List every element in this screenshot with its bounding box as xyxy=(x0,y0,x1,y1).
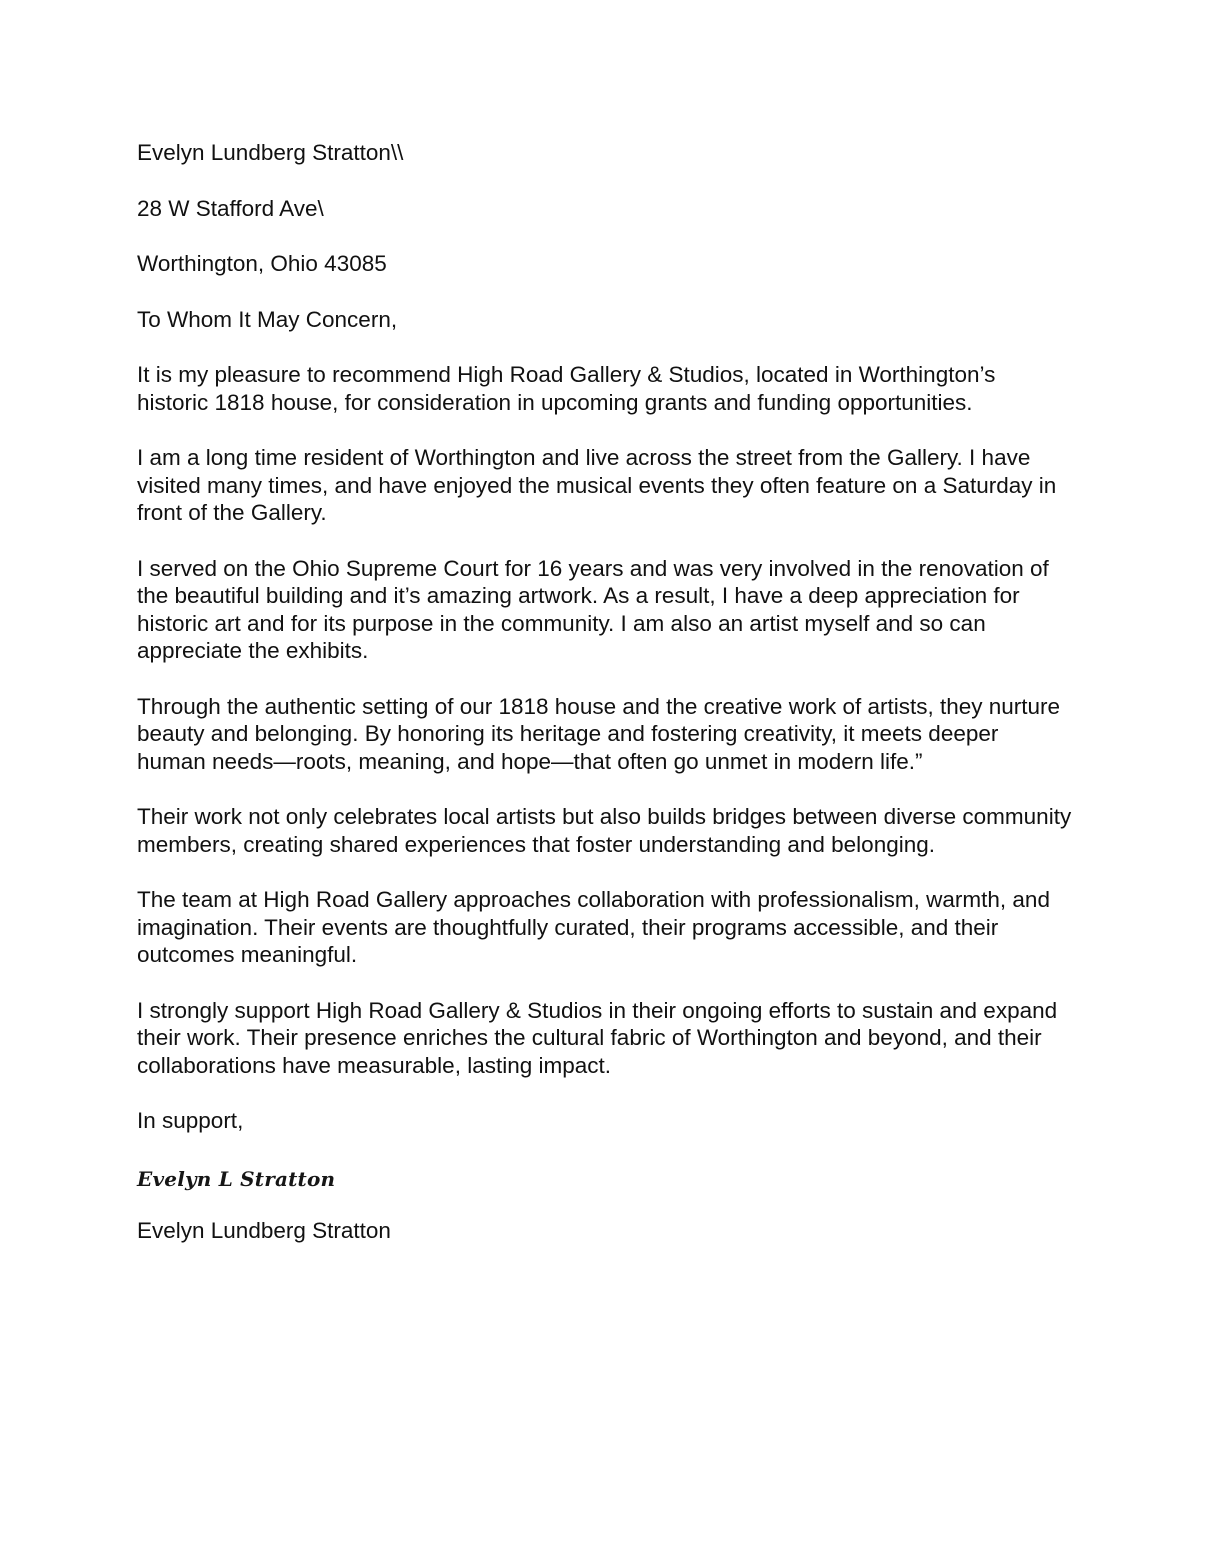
signer-name: Evelyn Lundberg Stratton xyxy=(137,1217,391,1243)
paragraph-team: The team at High Road Gallery approaches collaboration with professionalism, warmth, and imagination. Their events are thoughtfully curated, their programs accessible, and their outcomes meaningful. xyxy=(137,887,1050,967)
paragraph-intro: It is my pleasure to recommend High Road Gallery & Studios, located in Worthington’s historic 1818 house, for consideration in upcoming grants and funding opportunities. xyxy=(137,362,996,415)
sender-street: 28 W Stafford Ave\ xyxy=(137,195,324,221)
sender-city: Worthington, Ohio 43085 xyxy=(137,251,387,276)
paragraph-court-service: I served on the Ohio Supreme Court for 16 years and was very involved in the renovation of the beautiful building and it’s amazing artwork. As a result, I have a deep appreciation for historic art and for its purpose in the community. I am also an artist myself and so can appreciate the exhibits. xyxy=(137,555,1049,663)
greeting: To Whom It May Concern, xyxy=(137,306,398,332)
paragraph-heritage: Through the authentic setting of our 1818 house and the creative work of artists, they nurture beauty and belonging. By honoring its heritage and fostering creativity, it meets deeper human needs—roots, meaning, and hope—that often go unmet in modern life.” xyxy=(137,693,1061,774)
sender-name: Evelyn Lundberg Stratton\\ xyxy=(137,140,404,165)
handwritten-signature: Evelyn L Stratton xyxy=(137,1166,336,1191)
paragraph-support: I strongly support High Road Gallery & Studios in their ongoing efforts to sustain and expand their work. Their presence enriches the cultural fabric of Worthington and beyond, and their collaborations have measurable, lasting impact. xyxy=(137,997,1058,1078)
letter-body xyxy=(137,139,1072,1272)
closing: In support, xyxy=(137,1108,244,1133)
paragraph-resident: I am a long time resident of Worthington and live across the street from the Gallery. I have visited many times, and have enjoyed the musical events they often feature on a Saturday in front of the Gallery. xyxy=(137,445,1057,525)
signature-block xyxy=(137,1163,1072,1195)
paragraph-community: Their work not only celebrates local artists but also builds bridges between diverse community members, creating shared experiences that foster understanding and belonging. xyxy=(137,804,1072,857)
